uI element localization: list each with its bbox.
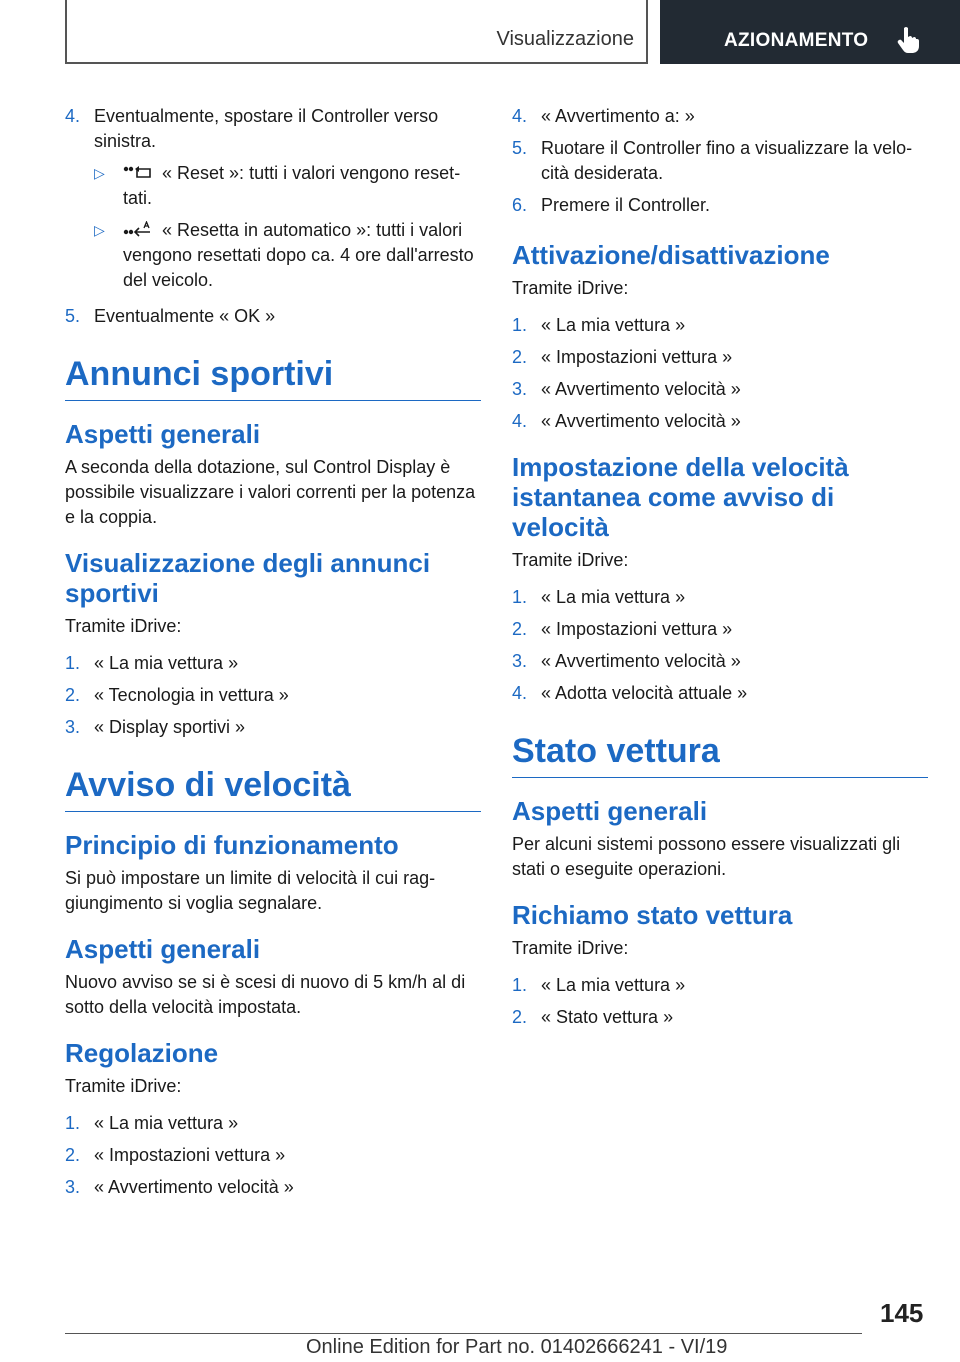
list-item bbox=[65, 651, 481, 676]
step-list-vis bbox=[65, 651, 481, 740]
list-text: « Display sportivi » bbox=[94, 717, 246, 737]
heading-aspetti-generali: Aspetti generali bbox=[65, 934, 261, 964]
heading-stato-vettura: Stato vettura bbox=[512, 732, 928, 778]
list-item bbox=[65, 715, 481, 740]
heading-impostazione-velocita: Impostazione della velocità istantanea come avviso di velocità bbox=[512, 452, 849, 542]
heading-regolazione: Regolazione bbox=[65, 1038, 219, 1068]
list-text: « La mia vettura » bbox=[541, 315, 686, 335]
list-text: « Avvertimento velocità » bbox=[541, 379, 741, 399]
list-item bbox=[512, 377, 928, 402]
list-text: « Avvertimento a: » bbox=[541, 106, 695, 126]
list-number: 3. bbox=[65, 1177, 81, 1197]
triangle-marker-icon: ▷ bbox=[94, 222, 105, 238]
list-number: 1. bbox=[65, 1113, 81, 1133]
auto-reset-icon bbox=[123, 221, 153, 237]
step-list-reg bbox=[65, 1111, 481, 1200]
list-number: 5. bbox=[65, 306, 81, 326]
list-number: 6. bbox=[512, 195, 528, 215]
list-item bbox=[65, 304, 481, 329]
header-chapter-tab bbox=[660, 0, 960, 64]
list-text: « Impostazioni vettura » bbox=[94, 1145, 286, 1165]
page-number: 145 bbox=[880, 1298, 924, 1328]
sub-item-text: « Resetta in automatico »: tutti i valori vengono resettati dopo ca. 4 ore dall'arresto del veicolo. bbox=[123, 220, 474, 290]
triangle-marker-icon: ▷ bbox=[94, 165, 105, 181]
heading-annunci-sportivi: Annunci sportivi bbox=[65, 355, 481, 401]
list-item bbox=[512, 193, 928, 218]
reset-icon bbox=[123, 164, 153, 180]
step-list-att bbox=[512, 313, 928, 434]
sub-item-auto-reset bbox=[65, 218, 481, 293]
list-number: 2. bbox=[65, 1145, 81, 1165]
list-item bbox=[65, 1143, 481, 1168]
list-text: « Avvertimento velocità » bbox=[541, 411, 741, 431]
list-item bbox=[512, 136, 928, 186]
list-text: Premere il Controller. bbox=[541, 195, 711, 215]
right-column bbox=[512, 104, 928, 1048]
hand-pointer-icon bbox=[896, 26, 920, 54]
heading-aspetti-generali: Aspetti generali bbox=[512, 796, 708, 826]
heading-attivazione: Attivazione/disattivazione bbox=[512, 240, 830, 270]
heading-aspetti-generali: Aspetti generali bbox=[65, 419, 261, 449]
list-number: 2. bbox=[512, 347, 528, 367]
header-section-title: Visualizzazione bbox=[496, 28, 634, 50]
list-number: 1. bbox=[65, 653, 81, 673]
step-list-rich bbox=[512, 973, 928, 1030]
list-text: « Impostazioni vettura » bbox=[541, 347, 733, 367]
list-item bbox=[512, 1005, 928, 1030]
list-text: « Tecnologia in vettura » bbox=[94, 685, 289, 705]
heading-avviso-velocita: Avviso di velocità bbox=[65, 766, 481, 812]
header-chapter-title: AZIONAMENTO bbox=[724, 30, 869, 51]
list-text: « La mia vettura » bbox=[94, 1113, 239, 1133]
list-text: « Stato vettura » bbox=[541, 1007, 674, 1027]
list-number: 4. bbox=[65, 106, 81, 126]
list-text: Eventualmente « OK » bbox=[94, 306, 276, 326]
paragraph: A seconda della dotazione, sul Control Display è possibile visualizzare i valori correnti per la potenza e la coppia. bbox=[65, 457, 476, 527]
paragraph: Nuovo avviso se si è scesi di nuovo di 5 km/h al di sotto della velocità impostata. bbox=[65, 972, 466, 1017]
paragraph: Tramite iDrive: bbox=[512, 278, 629, 298]
list-number: 3. bbox=[512, 379, 528, 399]
heading-visualizzazione-annunci: Visualizzazione degli annunci sportivi bbox=[65, 548, 431, 608]
list-item bbox=[512, 617, 928, 642]
list-number: 3. bbox=[512, 651, 528, 671]
list-item bbox=[512, 104, 928, 129]
paragraph: Tramite iDrive: bbox=[65, 1076, 182, 1096]
footer-divider bbox=[65, 1333, 862, 1334]
list-item bbox=[512, 585, 928, 610]
list-item bbox=[512, 649, 928, 674]
list-number: 3. bbox=[65, 717, 81, 737]
list-number: 1. bbox=[512, 315, 528, 335]
list-text: « La mia vettura » bbox=[541, 587, 686, 607]
paragraph: Tramite iDrive: bbox=[512, 938, 629, 958]
list-item bbox=[512, 345, 928, 370]
list-text: Ruotare il Controller fino a visualizzare la velocità desiderata. bbox=[541, 138, 913, 183]
list-item bbox=[65, 1111, 481, 1136]
left-column bbox=[65, 104, 481, 1218]
list-number: 4. bbox=[512, 683, 528, 703]
list-text: « Impostazioni vettura » bbox=[541, 619, 733, 639]
list-text: « La mia vettura » bbox=[541, 975, 686, 995]
sub-item-reset bbox=[65, 161, 481, 211]
list-number: 4. bbox=[512, 106, 528, 126]
list-number: 4. bbox=[512, 411, 528, 431]
sub-item-text: « Reset »: tutti i valori vengono resettati. bbox=[123, 163, 461, 208]
list-item bbox=[65, 104, 481, 154]
list-number: 2. bbox=[65, 685, 81, 705]
paragraph: Si può impostare un limite di velocità il cui raggiungimento si voglia segnalare. bbox=[65, 868, 436, 913]
list-text: « La mia vettura » bbox=[94, 653, 239, 673]
header-section-box bbox=[65, 0, 648, 64]
list-text: « Avvertimento velocità » bbox=[94, 1177, 294, 1197]
paragraph: Tramite iDrive: bbox=[512, 550, 629, 570]
list-item bbox=[512, 973, 928, 998]
step-list-right-a bbox=[512, 104, 928, 218]
step-list-left-b bbox=[65, 304, 481, 329]
list-item bbox=[512, 409, 928, 434]
footer-edition: Online Edition for Part no. 01402666241 - VI/19 bbox=[306, 1336, 728, 1358]
list-number: 2. bbox=[512, 1007, 528, 1027]
paragraph: Per alcuni sistemi possono essere visualizzati gli stati o eseguite operazioni. bbox=[512, 834, 901, 879]
heading-principio: Principio di funzionamento bbox=[65, 830, 399, 860]
list-item bbox=[512, 681, 928, 706]
heading-richiamo-stato: Richiamo stato vettura bbox=[512, 900, 793, 930]
list-item bbox=[65, 683, 481, 708]
step-list-imp bbox=[512, 585, 928, 706]
list-text: Eventualmente, spostare il Controller verso sinistra. bbox=[94, 106, 439, 151]
list-text: « Adotta velocità attuale » bbox=[541, 683, 748, 703]
paragraph: Tramite iDrive: bbox=[65, 616, 182, 636]
step-list-left-a bbox=[65, 104, 481, 154]
list-text: « Avvertimento velocità » bbox=[541, 651, 741, 671]
list-item bbox=[512, 313, 928, 338]
list-number: 1. bbox=[512, 975, 528, 995]
list-number: 1. bbox=[512, 587, 528, 607]
list-number: 2. bbox=[512, 619, 528, 639]
list-item bbox=[65, 1175, 481, 1200]
list-number: 5. bbox=[512, 138, 528, 158]
